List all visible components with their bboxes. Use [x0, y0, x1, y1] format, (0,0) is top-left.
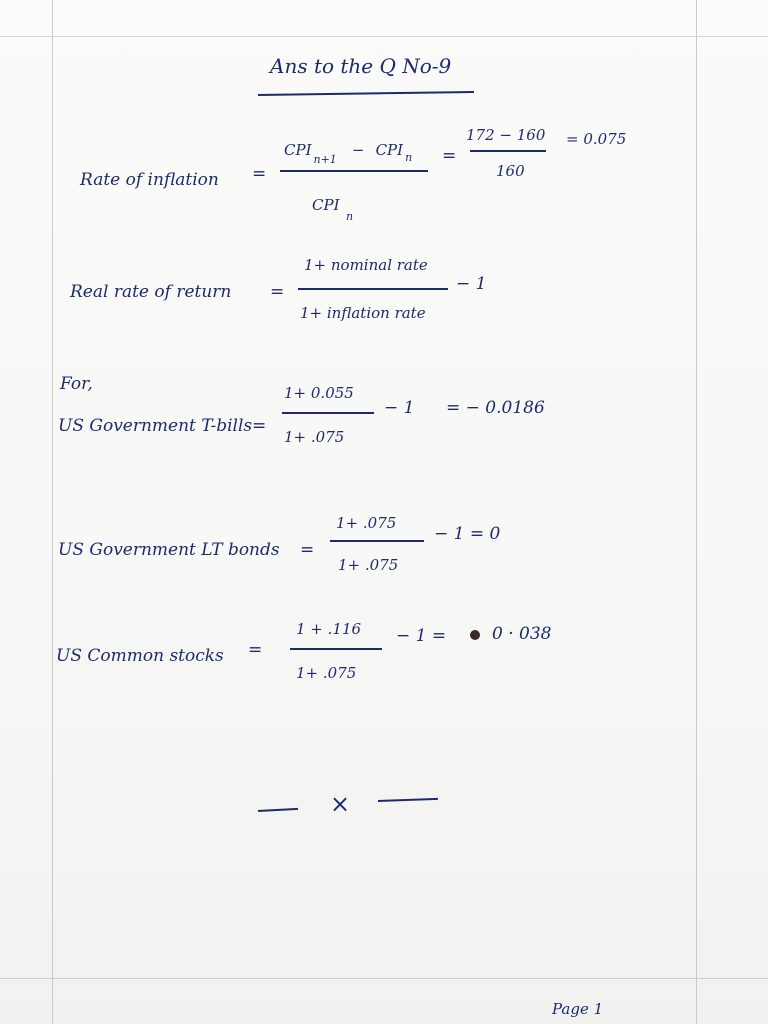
ltbonds-equals: = [300, 540, 315, 560]
cpi-n1: CPI [284, 141, 312, 159]
real-return-equals: = [270, 282, 285, 302]
tbills-tail: − 1 [384, 398, 415, 418]
inflation-equals: = [252, 164, 267, 184]
for-label: For, [60, 374, 93, 394]
ink-blot [470, 630, 480, 640]
cpi-minus: − [351, 141, 365, 159]
inflation-fraction-bar [280, 170, 428, 172]
inflation-result: = 0.075 [566, 130, 627, 148]
real-return-tail: − 1 [456, 274, 487, 294]
tbills-numerator: 1+ 0.055 [284, 384, 354, 402]
ltbonds-fraction-bar [330, 540, 424, 542]
title-underline [258, 91, 474, 96]
stocks-numerator: 1 + .116 [296, 620, 362, 638]
top-ruled-line [0, 36, 768, 37]
tbills-fraction-bar [282, 412, 374, 414]
tbills-label: US Government T-bills [58, 416, 253, 436]
page-number: Page 1 [552, 1000, 604, 1018]
end-dash-right [378, 798, 438, 802]
ltbonds-numerator: 1+ .075 [336, 514, 397, 532]
cpi-n1-sub: n+1 [313, 153, 337, 166]
inflation-denominator-sub: n [346, 210, 354, 223]
tbills-equals: = [252, 416, 267, 436]
right-page-edge [696, 0, 697, 1024]
tbills-result: = − 0.0186 [446, 398, 545, 418]
inflation-value-bar [470, 150, 546, 152]
ltbonds-label: US Government LT bonds [58, 540, 280, 560]
ltbonds-tail: − 1 = 0 [434, 524, 501, 544]
inflation-denominator: CPI [312, 196, 340, 214]
real-return-fraction-bar [298, 288, 448, 290]
inflation-label: Rate of inflation [80, 170, 219, 190]
stocks-tail: − 1 = [396, 626, 447, 646]
stocks-label: US Common stocks [56, 646, 224, 666]
stocks-fraction-bar [290, 648, 382, 650]
left-page-edge [52, 0, 53, 1024]
cpi-n-sub: n [405, 151, 413, 164]
end-dash-left [258, 808, 298, 812]
stocks-result: 0 · 038 [492, 624, 552, 644]
real-return-numerator: 1+ nominal rate [304, 256, 428, 274]
stocks-equals: = [248, 640, 263, 660]
bottom-ruled-line [0, 978, 768, 979]
tbills-denominator: 1+ .075 [284, 428, 345, 446]
page-title: Ans to the Q No-9 [270, 54, 452, 78]
inflation-value-numerator: 172 − 160 [466, 126, 546, 144]
end-mark: × [330, 790, 351, 818]
cpi-n: CPI [375, 141, 404, 159]
inflation-equals-2: = [442, 146, 457, 166]
inflation-value-denominator: 160 [496, 162, 525, 180]
ltbonds-denominator: 1+ .075 [338, 556, 399, 574]
stocks-denominator: 1+ .075 [296, 664, 357, 682]
real-return-label: Real rate of return [70, 282, 232, 302]
real-return-denominator: 1+ inflation rate [300, 304, 426, 322]
inflation-numerator [284, 140, 413, 166]
